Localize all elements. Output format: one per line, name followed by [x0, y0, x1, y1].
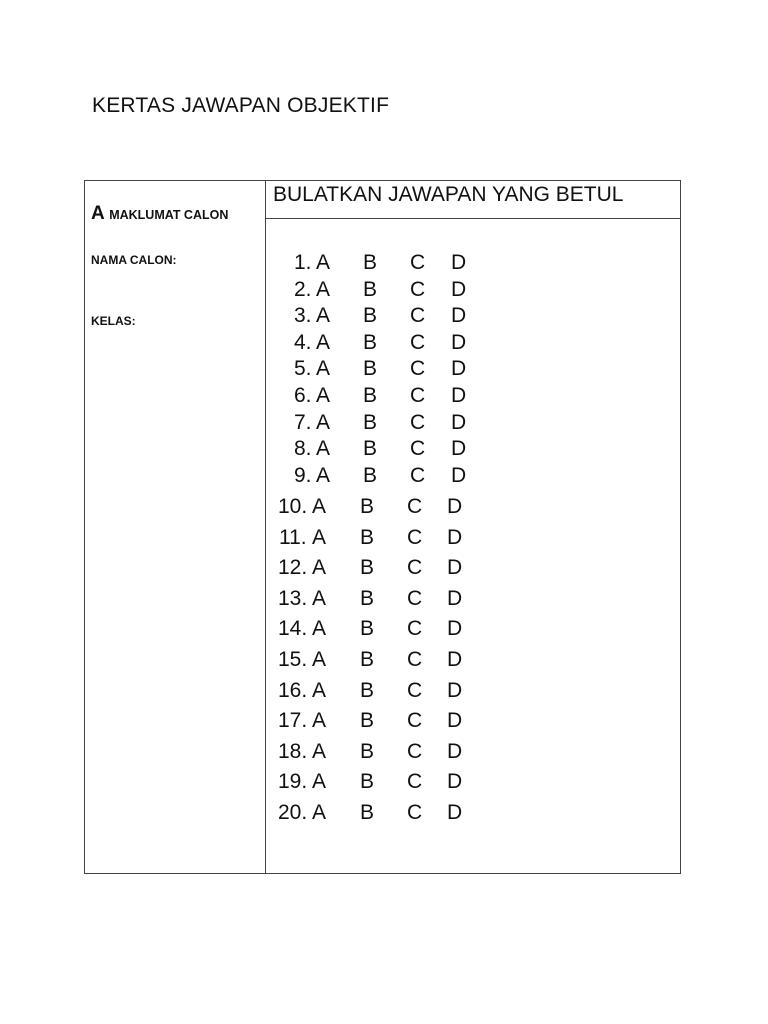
answer-option-d[interactable]: D — [447, 617, 463, 641]
answer-option-d[interactable]: D — [451, 463, 467, 487]
section-letter: A — [91, 203, 105, 224]
answer-option-d[interactable]: D — [447, 739, 463, 763]
question-number: 4. — [294, 330, 312, 354]
answer-option-b[interactable]: B — [360, 648, 375, 671]
question-number: 11. — [279, 525, 307, 549]
question-number: 10. — [278, 495, 308, 518]
answer-option-c[interactable]: C — [407, 648, 423, 671]
answer-option-b[interactable]: B — [363, 304, 378, 328]
answer-option-c[interactable]: C — [407, 709, 423, 733]
answer-option-c[interactable]: C — [410, 410, 426, 434]
answer-option-b[interactable]: B — [360, 586, 375, 610]
answer-option-a[interactable]: A — [312, 586, 327, 610]
answer-option-c[interactable]: C — [410, 304, 426, 328]
question-number: 13. — [278, 586, 308, 610]
answer-option-d[interactable]: D — [451, 251, 467, 274]
answer-option-a[interactable]: A — [312, 556, 327, 580]
answer-option-c[interactable]: C — [410, 357, 426, 381]
answer-option-b[interactable]: B — [363, 384, 378, 407]
answer-option-a[interactable]: A — [316, 410, 331, 434]
answer-option-d[interactable]: D — [451, 410, 467, 434]
answer-option-b[interactable]: B — [363, 410, 378, 434]
answer-option-d[interactable]: D — [451, 277, 467, 301]
answer-option-c[interactable]: C — [407, 495, 423, 518]
answer-option-c[interactable]: C — [407, 525, 423, 549]
question-number: 1. — [294, 251, 312, 274]
answer-option-c[interactable]: C — [407, 770, 423, 794]
answer-option-c[interactable]: C — [407, 617, 423, 641]
answer-option-a[interactable]: A — [316, 251, 331, 274]
header-divider — [265, 218, 680, 219]
answer-option-a[interactable]: A — [312, 525, 327, 549]
answer-option-d[interactable]: D — [451, 357, 467, 381]
answer-option-b[interactable]: B — [363, 357, 378, 381]
answer-option-a[interactable]: A — [316, 384, 331, 407]
answer-option-a[interactable]: A — [312, 678, 327, 702]
answer-option-c[interactable]: C — [410, 463, 426, 487]
answer-option-a[interactable]: A — [316, 463, 331, 487]
answer-option-a[interactable]: A — [312, 617, 327, 641]
answer-option-d[interactable]: D — [451, 384, 467, 407]
question-number: 8. — [294, 437, 312, 461]
question-number: 6. — [294, 384, 312, 407]
section-title: MAKLUMAT CALON — [109, 208, 229, 222]
answer-option-a[interactable]: A — [312, 770, 327, 794]
answer-option-a[interactable]: A — [312, 709, 327, 733]
answer-option-c[interactable]: C — [410, 384, 426, 407]
question-number: 15. — [278, 648, 308, 671]
question-number: 18. — [278, 739, 308, 763]
answer-option-b[interactable]: B — [363, 277, 378, 301]
question-number: 19. — [278, 770, 308, 794]
answer-option-a[interactable]: A — [316, 330, 331, 354]
answer-option-a[interactable]: A — [312, 739, 327, 763]
candidate-info-heading — [91, 203, 228, 225]
answer-option-b[interactable]: B — [363, 251, 378, 274]
answer-option-a[interactable]: A — [312, 801, 327, 824]
answer-option-a[interactable]: A — [312, 495, 327, 518]
answer-option-b[interactable]: B — [360, 617, 375, 641]
answer-option-b[interactable]: B — [360, 495, 375, 518]
answer-option-d[interactable]: D — [447, 525, 463, 549]
question-number: 5. — [294, 357, 312, 381]
question-number: 14. — [278, 617, 308, 641]
answer-option-d[interactable]: D — [447, 709, 463, 733]
answer-option-d[interactable]: D — [451, 330, 467, 354]
answer-option-b[interactable]: B — [360, 770, 375, 794]
answer-option-d[interactable]: D — [447, 586, 463, 610]
question-number: 20. — [278, 801, 308, 824]
answer-option-d[interactable]: D — [447, 770, 463, 794]
answer-option-b[interactable]: B — [360, 801, 375, 824]
answer-option-b[interactable]: B — [363, 437, 378, 461]
question-number: 9. — [294, 463, 312, 487]
answer-option-a[interactable]: A — [316, 357, 331, 381]
answer-option-c[interactable]: C — [410, 330, 426, 354]
question-number: 16. — [278, 678, 308, 702]
question-number: 2. — [294, 277, 312, 301]
question-number: 3. — [294, 304, 312, 328]
answer-option-b[interactable]: B — [360, 739, 375, 763]
answer-option-b[interactable]: B — [360, 556, 375, 580]
answer-option-c[interactable]: C — [410, 437, 426, 461]
column-divider — [265, 181, 266, 873]
answer-option-d[interactable]: D — [447, 801, 463, 824]
question-number: 17. — [278, 709, 308, 733]
answer-option-a[interactable]: A — [316, 277, 331, 301]
answer-option-c[interactable]: C — [410, 251, 426, 274]
answer-option-b[interactable]: B — [360, 525, 375, 549]
candidate-name-label: NAMA CALON: — [91, 253, 177, 267]
question-number: 12. — [278, 556, 308, 580]
answer-option-a[interactable]: A — [312, 648, 327, 671]
answer-option-c[interactable]: C — [407, 556, 423, 580]
class-label: KELAS: — [91, 314, 136, 328]
answer-option-d[interactable]: D — [447, 556, 463, 580]
answer-option-c[interactable]: C — [410, 277, 426, 301]
answer-option-d[interactable]: D — [447, 648, 463, 671]
document-title: KERTAS JAWAPAN OBJEKTIF — [92, 94, 390, 117]
answer-sheet-table — [84, 180, 681, 874]
answer-option-b[interactable]: B — [363, 463, 378, 487]
answer-option-b[interactable]: B — [360, 709, 375, 733]
answer-option-b[interactable]: B — [360, 678, 375, 702]
answer-option-c[interactable]: C — [407, 739, 423, 763]
answer-option-b[interactable]: B — [363, 330, 378, 354]
answer-option-d[interactable]: D — [451, 304, 467, 328]
answer-option-c[interactable]: C — [407, 801, 423, 824]
instruction-heading: BULATKAN JAWAPAN YANG BETUL — [273, 183, 624, 206]
answer-option-c[interactable]: C — [407, 586, 423, 610]
answer-option-c[interactable]: C — [407, 678, 423, 702]
answer-option-d[interactable]: D — [447, 495, 463, 518]
answer-option-a[interactable]: A — [316, 437, 331, 461]
answer-option-d[interactable]: D — [447, 678, 463, 702]
answer-option-a[interactable]: A — [316, 304, 331, 328]
question-number: 7. — [294, 410, 312, 434]
answer-option-d[interactable]: D — [451, 437, 467, 461]
